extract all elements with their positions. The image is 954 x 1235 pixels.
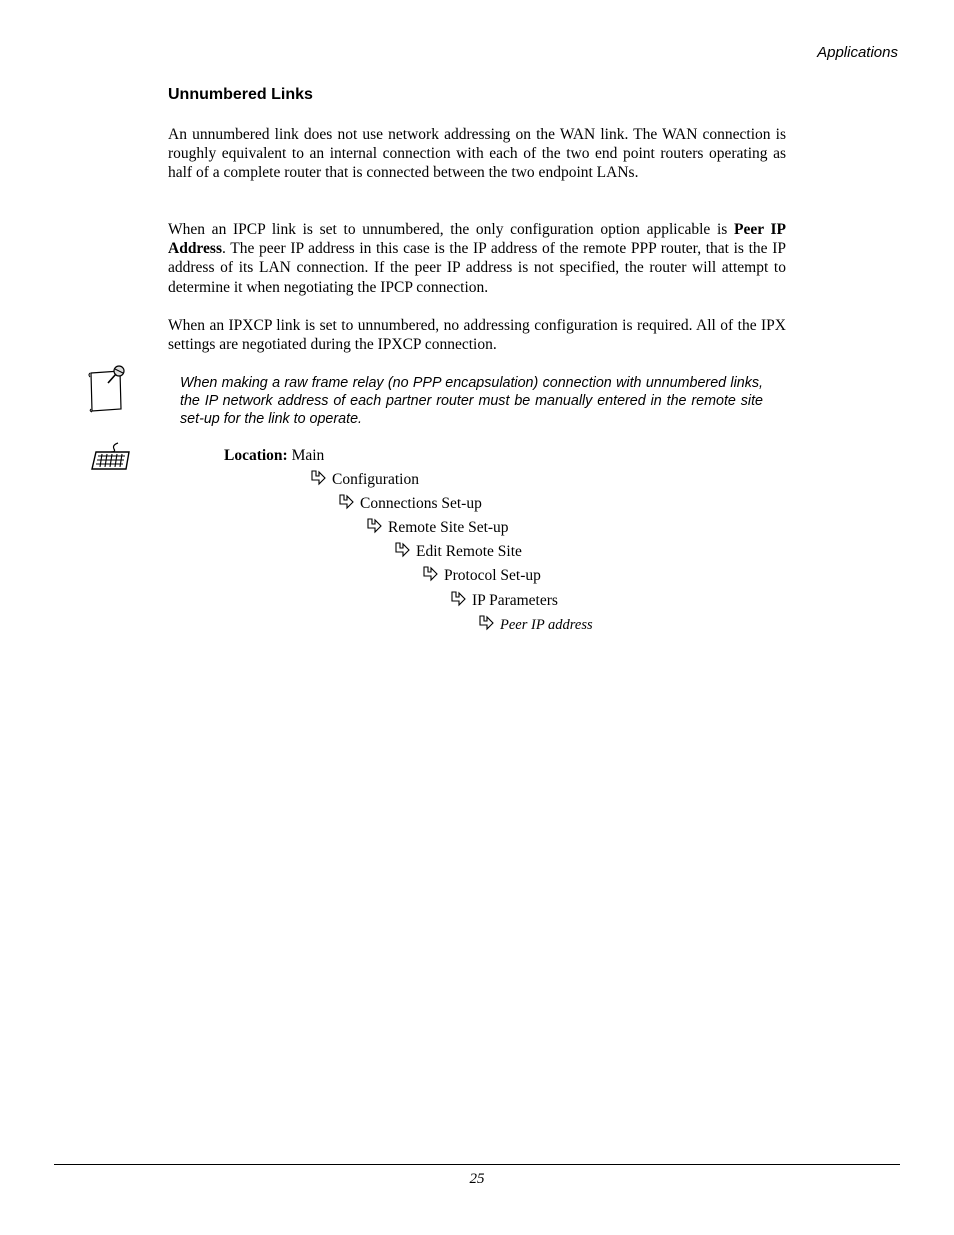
location-label: Location:: [224, 447, 288, 464]
ipcp-text-before: When an IPCP link is set to unnumbered, the only configuration option applicable is: [168, 221, 734, 238]
location-step-label-final: Peer IP address: [500, 617, 593, 633]
menu-arrow-icon: [309, 470, 327, 492]
menu-arrow-icon: [449, 591, 467, 613]
location-step: [365, 518, 509, 540]
ipcp-text-after: . The peer IP address in this case is the IP address of the remote PPP router, that is the IP address of its LAN connection. If the peer IP address is not specified, the router will attempt to determine it when negotiating the IPCP connection.: [168, 240, 786, 296]
location-step: [477, 615, 593, 637]
location-step-label: IP Parameters: [472, 592, 558, 609]
paragraph-ipcp: [168, 220, 786, 297]
location-root: [224, 446, 324, 466]
menu-arrow-icon: [421, 566, 439, 588]
location-step-label: Connections Set-up: [360, 495, 482, 512]
location-step: [421, 566, 541, 588]
menu-arrow-icon: [477, 615, 495, 637]
note-text: When making a raw frame relay (no PPP encapsulation) connection with unnumbered links, the IP network address of each partner router must be manually entered in the remote site set-up for the link to operate.: [180, 375, 763, 427]
location-step-label: Configuration: [332, 471, 419, 488]
location-step-label: Remote Site Set-up: [388, 519, 509, 536]
paragraph-unnumbered-link: An unnumbered link does not use network addressing on the WAN link. The WAN connection is roughly equivalent to an internal connection with each of the two end point routers operating as half of a complete router that is connected between the two endpoint LANs.: [168, 126, 786, 182]
location-step: [337, 494, 482, 516]
keyboard-icon: [90, 441, 132, 476]
menu-arrow-icon: [393, 542, 411, 564]
location-step-label: Edit Remote Site: [416, 543, 522, 560]
section-title: Unnumbered Links: [168, 86, 313, 103]
menu-arrow-icon: [365, 518, 383, 540]
paragraph-ipxcp: When an IPXCP link is set to unnumbered, no addressing configuration is required. All of the IPX settings are negotiated during the IPXCP connection.: [168, 317, 786, 354]
location-step: [449, 591, 558, 613]
location-step: [393, 542, 522, 564]
note-pin-icon: [86, 363, 128, 420]
running-header: Applications: [817, 44, 898, 61]
location-step: [309, 470, 419, 492]
peer-ip-address-term: Peer IP Address: [168, 221, 787, 258]
location-step-label: Protocol Set-up: [444, 567, 541, 584]
location-root-value: Main: [291, 447, 325, 464]
page-number: 25: [469, 1171, 485, 1187]
menu-arrow-icon: [337, 494, 355, 516]
footer-divider: [54, 1164, 900, 1165]
